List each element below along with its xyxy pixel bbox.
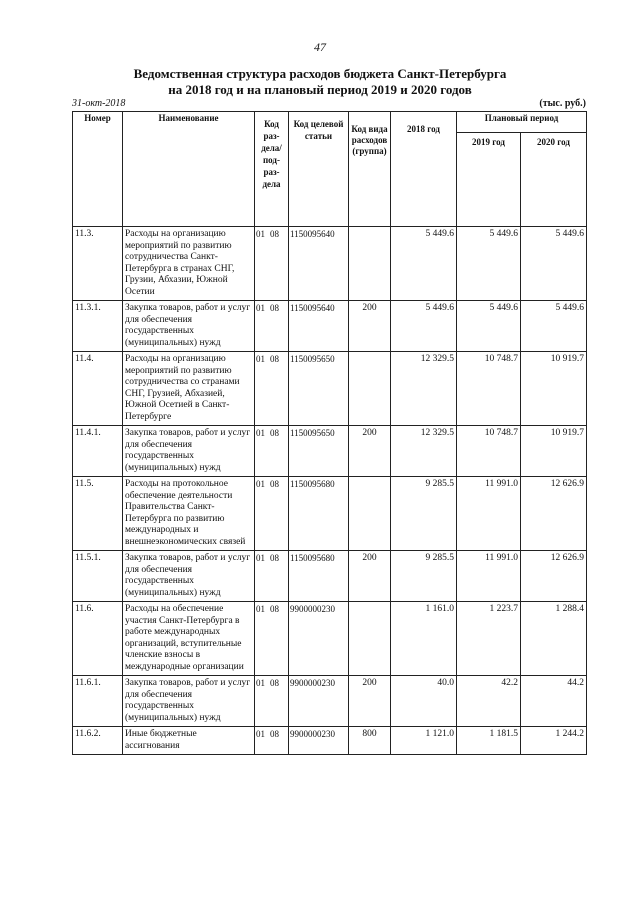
row-value-2018: 5 449.6 [391,301,457,352]
row-section-a: 01 [256,604,265,614]
table-row [73,602,587,676]
row-value-2019: 10 748.7 [457,352,521,426]
row-value-2019: 10 748.7 [457,426,521,477]
row-section-b: 08 [270,229,279,239]
row-section-a: 01 [256,428,265,438]
header-section-code: Код раз- дела/ под- раз- дела [255,112,289,227]
row-value-2020: 1 244.2 [521,727,587,755]
row-value-2020: 10 919.7 [521,426,587,477]
row-target-code: 1150095680 [289,551,349,602]
header-planned-period: Плановый период [457,112,587,133]
row-target-code: 9900000230 [289,727,349,755]
row-section-code [255,227,289,301]
row-value-2019: 11 991.0 [457,551,521,602]
row-value-2018: 9 285.5 [391,551,457,602]
row-value-2019: 5 449.6 [457,227,521,301]
row-target-code: 1150095650 [289,426,349,477]
row-value-2020: 1 288.4 [521,602,587,676]
row-value-2020: 12 626.9 [521,551,587,602]
header-name: Наименование [123,112,255,227]
row-section-a: 01 [256,553,265,563]
document-title [0,66,640,98]
table-row [73,301,587,352]
row-name: Расходы на организацию мероприятий по развитию сотрудничества Санкт-Петербурга в странах СНГ, Грузии, Абхазии, Южной Осетии [123,227,255,301]
row-section-code [255,301,289,352]
header-target-code: Код целевой статьи [289,112,349,227]
row-section-b: 08 [270,428,279,438]
table-row [73,426,587,477]
table-row [73,477,587,551]
row-section-a: 01 [256,354,265,364]
budget-table [72,111,587,755]
row-target-code: 1150095640 [289,227,349,301]
row-value-2018: 1 161.0 [391,602,457,676]
table-row [73,227,587,301]
row-value-2019: 42.2 [457,676,521,727]
row-section-code [255,477,289,551]
row-target-code: 9900000230 [289,676,349,727]
table-body [73,227,587,755]
row-value-2018: 12 329.5 [391,352,457,426]
header-expense-kind: Код вида расходов (группа) [349,112,391,227]
page-number: 47 [314,40,326,54]
row-number: 11.3. [73,227,123,301]
row-name: Закупка товаров, работ и услуг для обеспечения государственных (муниципальных) нужд [123,426,255,477]
row-section-b: 08 [270,604,279,614]
row-value-2018: 9 285.5 [391,477,457,551]
header-2018: 2018 год [391,112,457,227]
row-section-b: 08 [270,303,279,313]
row-number: 11.6.1. [73,676,123,727]
header-2019: 2019 год [457,133,521,227]
row-section-a: 01 [256,479,265,489]
header-2020: 2020 год [521,133,587,227]
row-name: Иные бюджетные ассигнования [123,727,255,755]
row-number: 11.5. [73,477,123,551]
row-name: Закупка товаров, работ и услуг для обеспечения государственных (муниципальных) нужд [123,301,255,352]
row-number: 11.3.1. [73,301,123,352]
row-section-b: 08 [270,354,279,364]
row-name: Расходы на обеспечение участия Санкт-Петербурга в работе международных организаций, вступительные членские взносы в международные организации [123,602,255,676]
row-value-2020: 5 449.6 [521,301,587,352]
row-target-code: 1150095650 [289,352,349,426]
row-section-code [255,426,289,477]
row-section-b: 08 [270,729,279,739]
row-section-code [255,352,289,426]
row-section-b: 08 [270,553,279,563]
row-value-2020: 12 626.9 [521,477,587,551]
row-number: 11.4. [73,352,123,426]
header-number: Номер [73,112,123,227]
row-value-2019: 11 991.0 [457,477,521,551]
title-line-2: на 2018 год и на плановый период 2019 и 2020 годов [168,82,472,97]
row-expense-kind: 200 [349,426,391,477]
row-value-2020: 5 449.6 [521,227,587,301]
meta-row [72,98,586,112]
row-expense-kind [349,477,391,551]
row-expense-kind: 200 [349,301,391,352]
row-expense-kind: 200 [349,676,391,727]
units-label: (тыс. руб.) [539,98,586,109]
row-value-2019: 1 223.7 [457,602,521,676]
row-value-2019: 5 449.6 [457,301,521,352]
row-target-code: 1150095680 [289,477,349,551]
table-row [73,676,587,727]
row-expense-kind [349,227,391,301]
row-section-a: 01 [256,229,265,239]
table-row [73,352,587,426]
header-row-top [73,112,587,133]
row-section-a: 01 [256,303,265,313]
row-section-code [255,602,289,676]
row-target-code: 1150095640 [289,301,349,352]
row-section-code [255,727,289,755]
row-section-code [255,551,289,602]
row-number: 11.6.2. [73,727,123,755]
row-value-2020: 10 919.7 [521,352,587,426]
row-expense-kind: 200 [349,551,391,602]
table-row [73,551,587,602]
row-name: Расходы на протокольное обеспечение деятельности Правительства Санкт-Петербурга по развитию международных и внешнеэкономических связей [123,477,255,551]
row-number: 11.5.1. [73,551,123,602]
row-number: 11.4.1. [73,426,123,477]
row-expense-kind [349,352,391,426]
row-value-2019: 1 181.5 [457,727,521,755]
row-target-code: 9900000230 [289,602,349,676]
title-line-1: Ведомственная структура расходов бюджета Санкт-Петербурга [133,66,507,81]
table-row [73,727,587,755]
row-value-2018: 1 121.0 [391,727,457,755]
row-name: Расходы на организацию мероприятий по развитию сотрудничества со странами СНГ, Грузией, Абхазией, Южной Осетией в Санкт-Петербурге [123,352,255,426]
row-section-code [255,676,289,727]
row-value-2020: 44.2 [521,676,587,727]
document-date: 31-окт-2018 [72,98,126,109]
row-expense-kind: 800 [349,727,391,755]
row-section-a: 01 [256,678,265,688]
row-value-2018: 5 449.6 [391,227,457,301]
row-section-b: 08 [270,479,279,489]
row-expense-kind [349,602,391,676]
row-number: 11.6. [73,602,123,676]
row-value-2018: 12 329.5 [391,426,457,477]
row-name: Закупка товаров, работ и услуг для обеспечения государственных (муниципальных) нужд [123,676,255,727]
row-section-a: 01 [256,729,265,739]
row-value-2018: 40.0 [391,676,457,727]
row-section-b: 08 [270,678,279,688]
row-name: Закупка товаров, работ и услуг для обеспечения государственных (муниципальных) нужд [123,551,255,602]
